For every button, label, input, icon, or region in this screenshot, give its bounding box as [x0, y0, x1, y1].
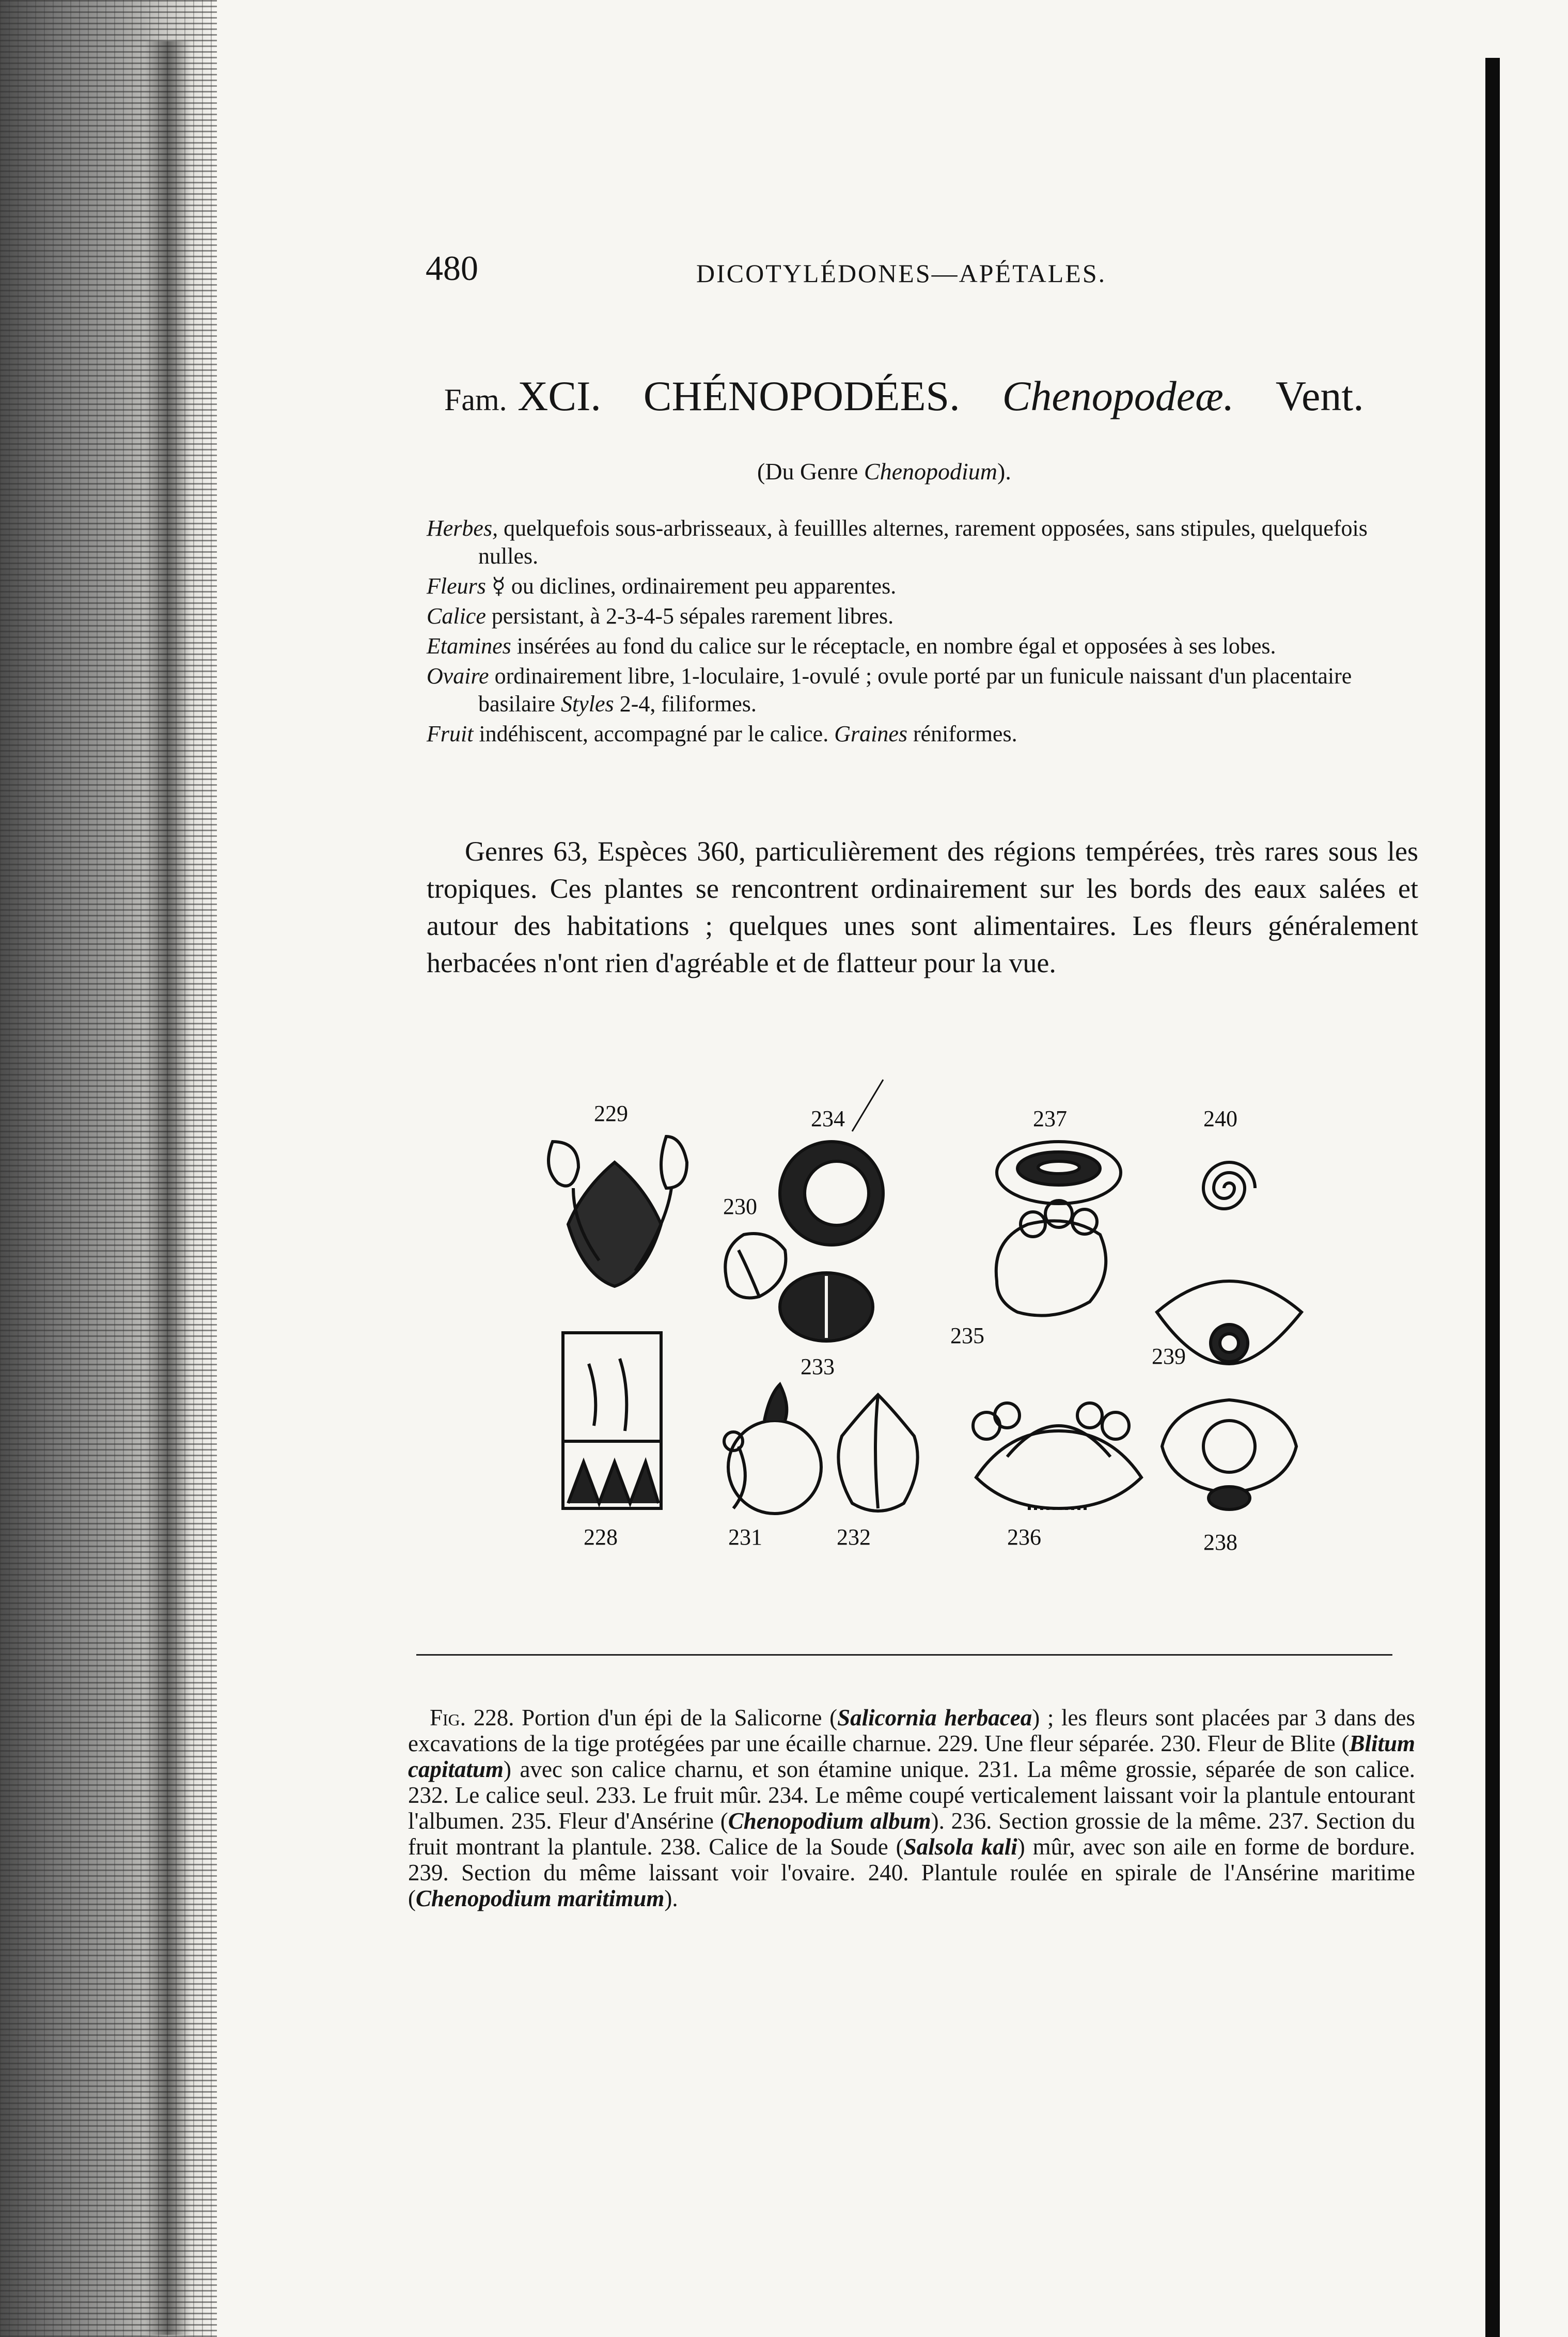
caption-text: ) ; les fleurs sont placées par 3 dans des excavations de la tige protégées par une écaille charnue. 229. Une fleur séparée. 230. Fleur de Blite (: [408, 1705, 1415, 1756]
fig-label-228: 228: [584, 1524, 618, 1550]
caption-species-name: Chenopodium album: [728, 1808, 931, 1834]
caption-fig-label: Fig.: [430, 1705, 466, 1731]
fig-237-fruit-section-drawing: [997, 1142, 1121, 1204]
fig-label-237: 237: [1033, 1106, 1067, 1131]
fig-240-spiral-drawing: [1203, 1162, 1255, 1209]
caption-text: ) mûr, avec son aile en forme de bordure. 239. Section du même laissant voir l'ovaire. 240. Plantule roulée en spirale de l'Ansérine maritime (: [408, 1834, 1416, 1911]
family-author: Vent.: [1275, 372, 1364, 419]
caption-species-name: Salicornia herbacea: [837, 1705, 1032, 1731]
running-head-title: DICOTYLÉDONES—APÉTALES.: [696, 259, 1107, 288]
family-description: Genres 63, Espèces 360, particulièrement des régions tempérées, très rares sous les tropiques. Ces plantes se rencontrent ordinairement sur les bords des eaux salées et autour des habitations ; quelques unes sont alimentaires. Les fleurs généralement herbacées n'ont rien d'agréable et de flatteur pour la vue.: [427, 836, 1418, 978]
character-text: réniformes.: [907, 721, 1017, 746]
character-line: [427, 632, 1418, 660]
fig-label-232: 232: [837, 1524, 871, 1550]
botanical-figure-plate: [511, 1054, 1317, 1560]
fig-label-236: 236: [1007, 1524, 1041, 1550]
character-line: [427, 720, 1418, 748]
character-term: Fleurs: [427, 573, 486, 599]
fig-label-234: 234: [811, 1106, 845, 1131]
character-text: quelquefois sous-arbrisseaux, à feuillles alternes, rarement opposées, sans stipules, quelquefois nulles.: [478, 516, 1368, 569]
fig-label-240: 240: [1203, 1106, 1237, 1131]
fig-230-flower-drawing: [725, 1234, 786, 1298]
origin-genus: Chenopodium: [864, 458, 998, 485]
fig-233-ripe-fruit-drawing: [780, 1273, 873, 1341]
fig-label-235: 235: [950, 1323, 984, 1348]
character-text: indéhiscent, accompagné par le calice.: [473, 721, 835, 746]
caption-species-name: Blitum capitatum: [408, 1731, 1415, 1782]
caption-separator-rule: [416, 1654, 1392, 1656]
character-term: Fruit: [427, 721, 474, 746]
fig-232-calyx-drawing: [838, 1395, 917, 1511]
character-text: insérées au fond du calice sur le réceptacle, en nombre égal et opposées à ses lobes.: [511, 633, 1276, 659]
fig-231-flower-drawing: [724, 1384, 821, 1514]
origin-text: (Du Genre: [757, 458, 864, 485]
caption-text: ).: [664, 1886, 678, 1911]
caption-species-name: Salsola kali: [903, 1834, 1017, 1860]
character-term: Styles: [561, 691, 614, 716]
fig-236-flower-section-drawing: [973, 1403, 1141, 1508]
character-term: Graines: [834, 721, 907, 746]
fig-228-spike-drawing: [563, 1333, 661, 1508]
fig-229-flower-drawing: [548, 1136, 687, 1286]
family-name: CHÉNOPODÉES.: [643, 372, 960, 419]
fig-label-233: 233: [801, 1354, 835, 1379]
character-text: ☿ ou diclines, ordinairement peu apparentes.: [485, 573, 897, 599]
caption-text: ) avec son calice charnu, et son étamine unique. 231. La même grossie, séparée de son calice. 232. Le calice seul. 233. Le fruit mûr. 234. Le même coupé verticalement laissant voir la plantule entourant l'albumen. 235. Fleur d'Ansérine (: [408, 1756, 1415, 1834]
character-line: [427, 572, 1418, 600]
scan-gutter: [145, 41, 191, 2335]
family-origin: [757, 458, 1011, 485]
fig-label-229: 229: [594, 1101, 628, 1126]
fig-238-calyx-drawing: [1162, 1400, 1296, 1509]
page-number: 480: [426, 248, 478, 288]
family-heading: [444, 372, 1364, 420]
character-line: [427, 515, 1418, 570]
family-characters: [427, 515, 1418, 750]
character-text: persistant, à 2-3-4-5 sépales rarement libres.: [485, 603, 894, 629]
character-line: [427, 662, 1418, 718]
fig-label-239: 239: [1152, 1344, 1186, 1369]
caption-species-name: Chenopodium maritimum: [416, 1886, 665, 1911]
family-latin: Chenopodeæ.: [1002, 372, 1234, 419]
fig-234-fruit-section-drawing: [780, 1080, 883, 1245]
fig-label-238: 238: [1203, 1530, 1237, 1555]
fig-label-230: 230: [723, 1194, 757, 1219]
character-text: ordinairement libre, 1-loculaire, 1-ovulé ; ovule porté par un funicule naissant d'un placentaire basilaire: [478, 663, 1352, 716]
figure-caption: [408, 1705, 1415, 1911]
character-term: Etamines: [427, 633, 511, 659]
fig-label-231: 231: [728, 1524, 762, 1550]
character-line: [427, 602, 1418, 630]
family-number: XCI.: [518, 372, 601, 419]
character-term: Ovaire: [427, 663, 489, 689]
fig-235-flower-drawing: [996, 1201, 1106, 1316]
caption-text: 228. Portion d'un épi de la Salicorne (: [466, 1705, 838, 1731]
character-text: 2-4, filiformes.: [614, 691, 757, 716]
family-prefix: Fam.: [444, 383, 507, 417]
character-term: Herbes,: [427, 516, 498, 541]
origin-end: ).: [997, 458, 1011, 485]
caption-text: ). 236. Section grossie de la même. 237. Section du fruit montrant la plantule. 238. Calice de la Soude (: [408, 1808, 1416, 1860]
page-edge-bar: [1485, 58, 1500, 2337]
character-term: Calice: [427, 603, 486, 629]
